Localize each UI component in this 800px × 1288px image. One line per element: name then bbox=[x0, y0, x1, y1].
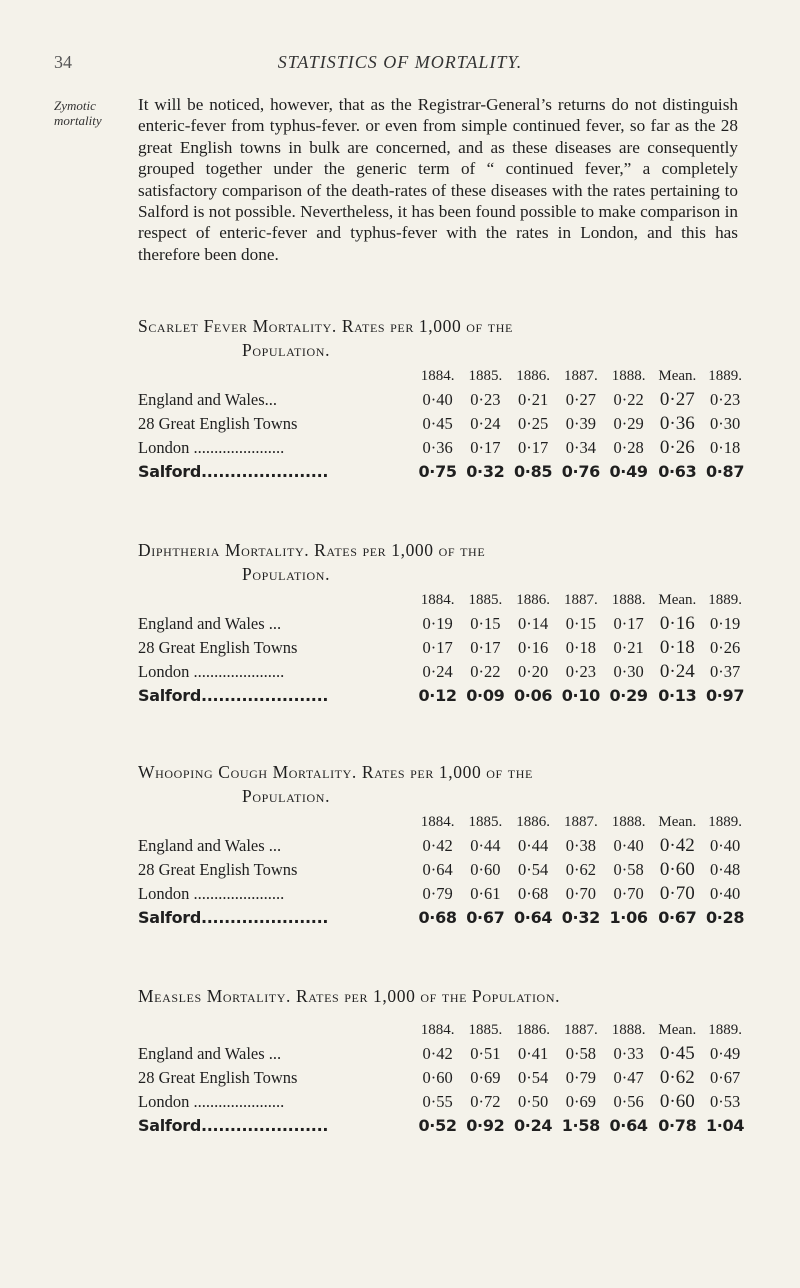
table-cell: 0·58 bbox=[613, 860, 644, 879]
table-cell: 0·62 bbox=[565, 860, 596, 879]
table-cell: 0·24 bbox=[470, 414, 501, 433]
row-label: London ...................... bbox=[138, 884, 285, 903]
table-row bbox=[138, 1090, 748, 1114]
table-cell: 0·92 bbox=[466, 1116, 505, 1135]
table-cell: 0·60 bbox=[422, 1068, 453, 1087]
table-cell: 0·40 bbox=[613, 836, 644, 855]
table-cell: 0·18 bbox=[565, 638, 596, 657]
table-cell: 0·60 bbox=[659, 1091, 695, 1112]
table-cell: 0·70 bbox=[565, 884, 596, 903]
diphtheria-section bbox=[138, 538, 748, 708]
table-cell: 0·32 bbox=[561, 908, 600, 927]
table-cell: 0·54 bbox=[517, 1068, 549, 1087]
table-cell: 0·42 bbox=[659, 835, 695, 856]
table-cell: 0·58 bbox=[565, 1044, 596, 1063]
col-header: 1885. bbox=[468, 368, 503, 384]
col-header: 1889. bbox=[708, 592, 742, 608]
col-header: 1888. bbox=[611, 592, 646, 608]
table-cell: 0·16 bbox=[517, 638, 549, 657]
col-header: 1886. bbox=[516, 1022, 550, 1038]
table-cell: 0·33 bbox=[613, 1044, 644, 1063]
table-cell: 1·06 bbox=[609, 908, 648, 927]
table-cell: 0·69 bbox=[470, 1068, 501, 1087]
table-row bbox=[138, 612, 748, 636]
table-cell: 0·67 bbox=[709, 1068, 741, 1087]
table-cell: 0·20 bbox=[517, 662, 549, 681]
mortality-table bbox=[138, 810, 748, 930]
table-cell: 0·45 bbox=[422, 414, 453, 433]
table-cell: 0·19 bbox=[709, 614, 741, 633]
table-row bbox=[138, 858, 748, 882]
table-cell: 0·38 bbox=[565, 836, 596, 855]
table-cell: 0·64 bbox=[422, 860, 453, 879]
table-cell: 0·18 bbox=[659, 637, 695, 658]
table-cell: 0·36 bbox=[422, 438, 453, 457]
table-cell: 0·23 bbox=[565, 662, 596, 681]
table-cell: 0·22 bbox=[613, 390, 644, 409]
col-header: 1886. bbox=[516, 368, 550, 384]
table-cell: 0·22 bbox=[470, 662, 501, 681]
table-cell: 0·44 bbox=[470, 836, 501, 855]
table-cell: 0·48 bbox=[709, 860, 741, 879]
table-cell: 0·67 bbox=[466, 908, 505, 927]
table-cell: 0·97 bbox=[705, 686, 745, 705]
table-cell: 0·79 bbox=[422, 884, 453, 903]
table-cell: 0·53 bbox=[709, 1092, 741, 1111]
table-cell: 0·26 bbox=[659, 437, 695, 458]
table-cell: 0·68 bbox=[517, 884, 549, 903]
section-title: Measles Mortality. Rates per 1,000 of the Population. bbox=[138, 986, 561, 1006]
col-header: 1886. bbox=[516, 592, 550, 608]
table-cell: 0·44 bbox=[517, 836, 549, 855]
table-row bbox=[138, 636, 748, 660]
col-header: 1884. bbox=[420, 1022, 455, 1038]
table-cell: 0·62 bbox=[659, 1067, 695, 1088]
table-row bbox=[138, 1042, 748, 1066]
table-cell: 0·52 bbox=[418, 1116, 457, 1135]
table-cell: 0·68 bbox=[418, 908, 457, 927]
table-cell: 0·26 bbox=[709, 638, 741, 657]
table-cell: 0·23 bbox=[470, 390, 501, 409]
page-number: 34 bbox=[54, 52, 72, 72]
table-cell: 0·70 bbox=[613, 884, 644, 903]
table-row bbox=[138, 1114, 748, 1138]
col-header: 1885. bbox=[468, 814, 503, 830]
table-cell: 0·61 bbox=[470, 884, 501, 903]
col-header: 1889. bbox=[708, 1022, 742, 1038]
table-cell: 0·56 bbox=[613, 1092, 644, 1111]
row-label: Salford...................... bbox=[138, 462, 329, 481]
table-row bbox=[138, 684, 748, 708]
table-cell: 0·85 bbox=[513, 462, 553, 481]
table-cell: 0·15 bbox=[470, 614, 501, 633]
table-cell: 1·04 bbox=[705, 1116, 745, 1135]
table-cell: 0·40 bbox=[422, 390, 453, 409]
table-cell: 0·75 bbox=[418, 462, 457, 481]
section-subtitle: Population. bbox=[242, 564, 331, 584]
section-title: Whooping Cough Mortality. Rates per 1,000 of the bbox=[138, 762, 533, 782]
row-label: London ...................... bbox=[138, 438, 285, 457]
table-cell: 0·41 bbox=[517, 1044, 549, 1063]
table-cell: 0·45 bbox=[659, 1043, 695, 1064]
table-row bbox=[138, 834, 748, 858]
section-subtitle: Population. bbox=[242, 340, 331, 360]
table-cell: 0·36 bbox=[659, 413, 695, 434]
table-cell: 0·39 bbox=[565, 414, 596, 433]
table-cell: 0·70 bbox=[659, 883, 695, 904]
table-cell: 0·79 bbox=[565, 1068, 596, 1087]
table-cell: 0·24 bbox=[422, 662, 453, 681]
header-row bbox=[138, 364, 748, 388]
row-label: 28 Great English Towns bbox=[138, 1068, 298, 1087]
table-cell: 0·17 bbox=[470, 438, 501, 457]
table-cell: 0·29 bbox=[613, 414, 644, 433]
col-header: Mean. bbox=[658, 368, 697, 384]
table-cell: 0·54 bbox=[517, 860, 549, 879]
table-cell: 0·40 bbox=[709, 884, 741, 903]
row-label: England and Wales ... bbox=[138, 1044, 282, 1063]
row-label: London ...................... bbox=[138, 662, 285, 681]
table-cell: 0·60 bbox=[470, 860, 501, 879]
col-header: 1888. bbox=[611, 814, 646, 830]
measles-section bbox=[138, 984, 748, 1138]
running-head: STATISTICS OF MORTALITY. bbox=[277, 52, 523, 72]
table-row bbox=[138, 388, 748, 412]
row-label: London ...................... bbox=[138, 1092, 285, 1111]
section-title: Scarlet Fever Mortality. Rates per 1,000 of the bbox=[138, 316, 513, 336]
table-cell: 0·78 bbox=[658, 1116, 697, 1135]
table-cell: 0·34 bbox=[565, 438, 596, 457]
col-header: 1886. bbox=[516, 814, 550, 830]
table-cell: 0·17 bbox=[517, 438, 549, 457]
table-cell: 0·30 bbox=[613, 662, 644, 681]
col-header: Mean. bbox=[658, 814, 697, 830]
header-row bbox=[138, 1018, 748, 1042]
table-cell: 0·51 bbox=[470, 1044, 501, 1063]
table-cell: 0·28 bbox=[613, 438, 644, 457]
table-cell: 0·10 bbox=[561, 686, 600, 705]
mortality-table bbox=[138, 364, 748, 484]
col-header: Mean. bbox=[658, 1022, 697, 1038]
table-cell: 0·67 bbox=[658, 908, 697, 927]
table-cell: 0·47 bbox=[613, 1068, 644, 1087]
table-row bbox=[138, 882, 748, 906]
table-cell: 0·49 bbox=[709, 1044, 741, 1063]
col-header: 1887. bbox=[563, 1022, 598, 1038]
col-header: 1889. bbox=[708, 814, 742, 830]
row-label: England and Wales ... bbox=[138, 614, 282, 633]
table-cell: 0·09 bbox=[466, 686, 505, 705]
row-label: 28 Great English Towns bbox=[138, 414, 298, 433]
row-label: England and Wales... bbox=[138, 390, 278, 409]
col-header: 1888. bbox=[611, 368, 646, 384]
table-cell: 0·50 bbox=[517, 1092, 549, 1111]
table-cell: 0·18 bbox=[709, 438, 741, 457]
table-cell: 0·72 bbox=[470, 1092, 501, 1111]
table-row bbox=[138, 460, 748, 484]
whooping-cough-section bbox=[138, 760, 748, 930]
table-cell: 0·21 bbox=[613, 638, 644, 657]
row-label: England and Wales ... bbox=[138, 836, 282, 855]
section-title: Diphtheria Mortality. Rates per 1,000 of the bbox=[138, 540, 486, 560]
scarlet-fever-section bbox=[138, 314, 748, 484]
table-cell: 0·40 bbox=[709, 836, 741, 855]
table-cell: 0·49 bbox=[609, 462, 648, 481]
row-label: 28 Great English Towns bbox=[138, 638, 298, 657]
table-cell: 0·25 bbox=[517, 414, 549, 433]
table-cell: 0·64 bbox=[609, 1116, 648, 1135]
table-row bbox=[138, 1066, 748, 1090]
table-cell: 0·37 bbox=[709, 662, 741, 681]
mortality-table bbox=[138, 588, 748, 708]
col-header: 1884. bbox=[420, 592, 455, 608]
col-header: 1884. bbox=[420, 814, 455, 830]
col-header: 1887. bbox=[563, 592, 598, 608]
table-cell: 0·27 bbox=[659, 389, 695, 410]
table-cell: 0·27 bbox=[565, 390, 596, 409]
table-cell: 0·76 bbox=[561, 462, 600, 481]
table-cell: 0·16 bbox=[659, 613, 695, 634]
row-label: Salford...................... bbox=[138, 686, 329, 705]
table-cell: 0·69 bbox=[565, 1092, 596, 1111]
col-header: Mean. bbox=[658, 592, 697, 608]
table-cell: 0·63 bbox=[658, 462, 697, 481]
header-row bbox=[138, 810, 748, 834]
col-header: 1889. bbox=[708, 368, 742, 384]
table-cell: 0·19 bbox=[422, 614, 453, 633]
col-header: 1885. bbox=[468, 592, 503, 608]
table-cell: 1·58 bbox=[561, 1116, 600, 1135]
intro-paragraph: It will be noticed, however, that as the Registrar-General’s returns do not distinguish enteric-fever from typhus-fever. or even from simple continued fever, so far as the 28 great English towns in bulk are concerned, and as these diseases are consequently grouped together under the generic term of “ continued fever,” a completely satisfactory comparison of the death-rates of these diseases with the rates pertaining to Salford is not possible. Nevertheless, it has been found possible to make comparison in respect of enteric-fever and typhus-fever with the rates in London, and this has therefore been done. bbox=[138, 95, 738, 264]
col-header: 1888. bbox=[611, 1022, 646, 1038]
table-cell: 0·17 bbox=[613, 614, 644, 633]
col-header: 1887. bbox=[563, 368, 598, 384]
table-cell: 0·13 bbox=[658, 686, 697, 705]
row-label: Salford...................... bbox=[138, 908, 329, 927]
table-cell: 0·29 bbox=[609, 686, 648, 705]
table-cell: 0·42 bbox=[422, 1044, 453, 1063]
table-cell: 0·64 bbox=[513, 908, 553, 927]
table-row bbox=[138, 660, 748, 684]
table-row bbox=[138, 412, 748, 436]
mortality-table bbox=[138, 1018, 748, 1138]
table-cell: 0·32 bbox=[466, 462, 505, 481]
row-label: 28 Great English Towns bbox=[138, 860, 298, 879]
row-label: Salford...................... bbox=[138, 1116, 329, 1135]
table-row bbox=[138, 436, 748, 460]
col-header: 1884. bbox=[420, 368, 455, 384]
header-row bbox=[138, 588, 748, 612]
table-cell: 0·06 bbox=[513, 686, 553, 705]
table-cell: 0·24 bbox=[659, 661, 695, 682]
table-cell: 0·17 bbox=[470, 638, 501, 657]
table-cell: 0·55 bbox=[422, 1092, 453, 1111]
table-cell: 0·14 bbox=[517, 614, 549, 633]
table-cell: 0·17 bbox=[422, 638, 453, 657]
table-cell: 0·87 bbox=[705, 462, 745, 481]
table-cell: 0·12 bbox=[418, 686, 457, 705]
table-cell: 0·24 bbox=[513, 1116, 553, 1135]
col-header: 1887. bbox=[563, 814, 598, 830]
table-cell: 0·28 bbox=[705, 908, 745, 927]
table-row bbox=[138, 906, 748, 930]
table-cell: 0·60 bbox=[659, 859, 695, 880]
section-subtitle: Population. bbox=[242, 786, 331, 806]
table-cell: 0·30 bbox=[709, 414, 741, 433]
col-header: 1885. bbox=[468, 1022, 503, 1038]
table-cell: 0·15 bbox=[565, 614, 596, 633]
margin-note: Zymotic mortality bbox=[54, 98, 102, 128]
table-cell: 0·21 bbox=[517, 390, 549, 409]
table-cell: 0·42 bbox=[422, 836, 453, 855]
table-cell: 0·23 bbox=[709, 390, 741, 409]
